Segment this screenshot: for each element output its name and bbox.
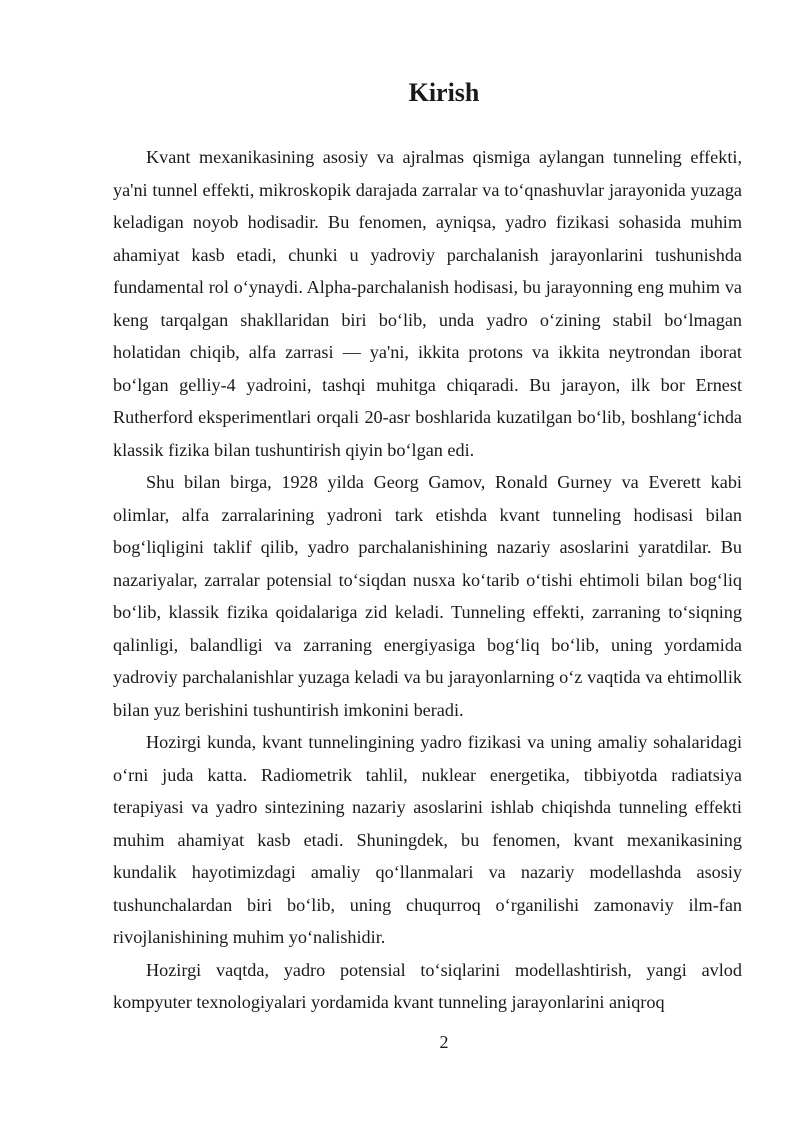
- body-text: [113, 141, 742, 1019]
- page-number: 2: [439, 1032, 449, 1052]
- paragraph-1: Kvant mexanikasining asosiy va ajralmas qismiga aylangan tunneling effekti, ya'ni tunnel effekti, mikroskopik darajada zarralar va to‘qnashuvlar jarayonida yuzaga keladigan noyob hodisadir. Bu fenomen, ayniqsa, yadro fizikasi sohasida muhim ahamiyat kasb etadi, chunki u yadroviy parchalanish jarayonlarini tushunishda fundamental rol o‘ynaydi. Alpha-parchalanish hodisasi, bu jarayonning eng muhim va keng tarqalgan shakllaridan biri bo‘lib, unda yadro o‘zining stabil bo‘lmagan holatidan chiqib, alfa zarrasi — ya'ni, ikkita protons va ikkita neytrondan iborat bo‘lgan gelliy-4 yadroini, tashqi muhitga chiqaradi. Bu jarayon, ilk bor Ernest Rutherford eksperimentlari orqali 20-asr boshlarida kuzatilgan bo‘lib, boshlang‘ichda klassik fizika bilan tushuntirish qiyin bo‘lgan edi.: [113, 147, 742, 460]
- paragraph-3: Hozirgi kunda, kvant tunnelingining yadro fizikasi va uning amaliy sohalaridagi o‘rni juda katta. Radiometrik tahlil, nuklear energetika, tibbiyotda radiatsiya terapiyasi va yadro sintezining nazariy asoslarini ishlab chiqishda tunneling effekti muhim ahamiyat kasb etadi. Shuningdek, bu fenomen, kvant mexanikasining kundalik hayotimizdagi amaliy qo‘llanmalari va nazariy modellashda asosiy tushunchalardan biri bo‘lib, uning chuqurroq o‘rganilishi zamonaviy ilm-fan rivojlanishining muhim yo‘nalishidir.: [113, 732, 742, 947]
- paragraph-2: Shu bilan birga, 1928 yilda Georg Gamov, Ronald Gurney va Everett kabi olimlar, alfa zarralarining yadroni tark etishda kvant tunneling hodisasi bilan bog‘liqligini taklif qilib, yadro parchalanishining nazariy asoslarini yaratdilar. Bu nazariyalar, zarralar potensial to‘siqdan nusxa ko‘tarib o‘tishi ehtimoli bilan bog‘liq bo‘lib, klassik fizika qoidalariga zid keladi. Tunneling effekti, zarraning to‘siqning qalinligi, balandligi va zarraning energiyasiga bog‘liq bo‘lib, uning yordamida yadroviy parchalanishlar yuzaga keladi va bu jarayonlarning o‘z vaqtida va ehtimollik bilan yuz berishini tushuntirish imkonini beradi.: [113, 472, 742, 720]
- paragraph-4: Hozirgi vaqtda, yadro potensial to‘siqlarini modellashtirish, yangi avlod kompyuter texnologiyalari yordamida kvant tunneling jarayonlarini aniqroq: [113, 959, 742, 1012]
- page-title: Kirish: [408, 78, 480, 107]
